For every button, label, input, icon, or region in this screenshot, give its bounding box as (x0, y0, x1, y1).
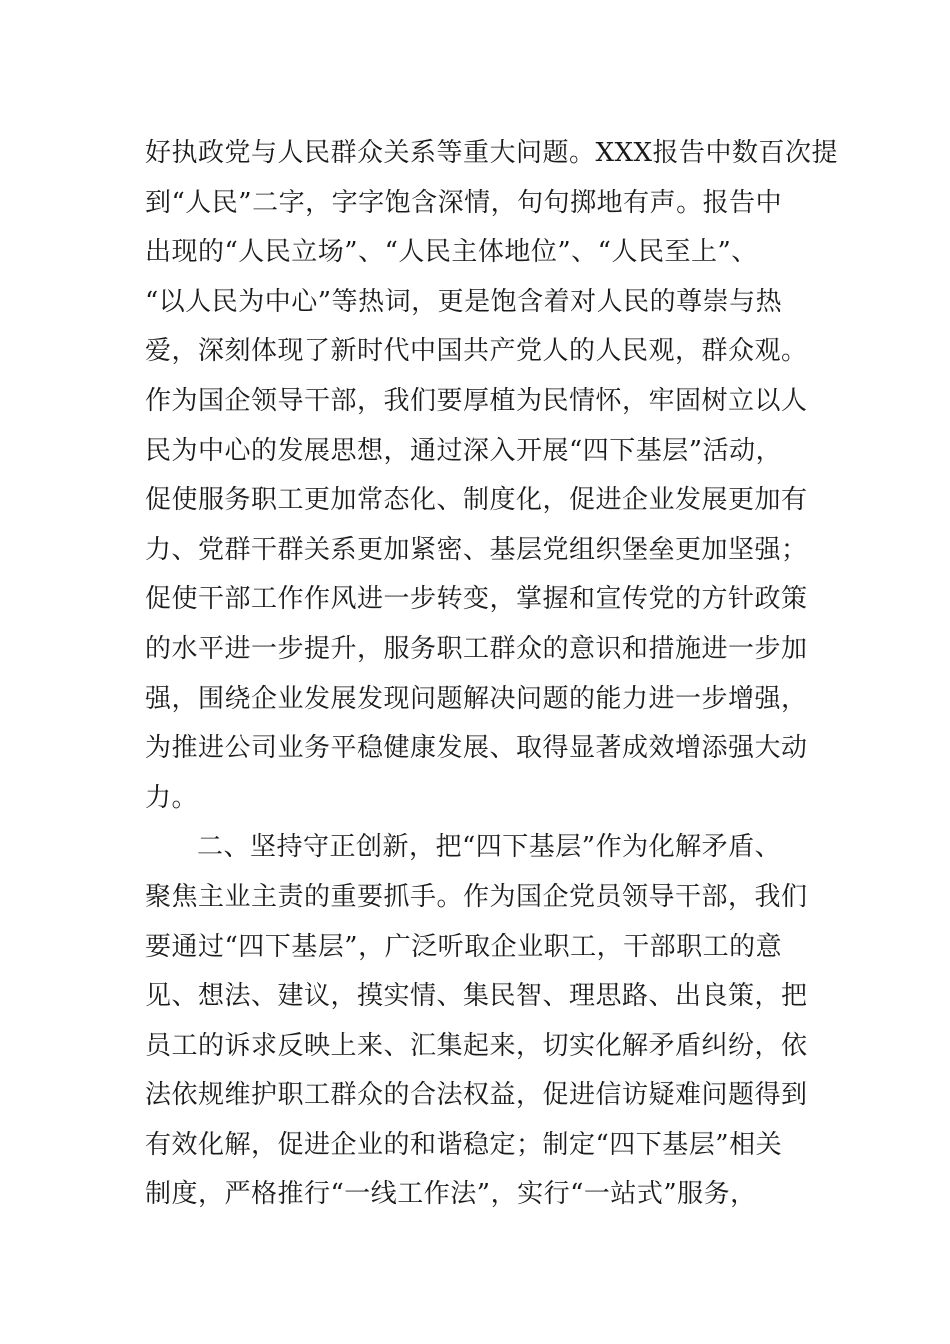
document-body (145, 129, 839, 1220)
text-line: 见、想法、建议，摸实情、集民智、理思路、出良策，把 (145, 981, 808, 1012)
text-line: 作为国企领导干部，我们要厚植为民情怀，牢固树立以人 (145, 385, 808, 416)
text-line: “以人民为中心”等热词，更是饱含着对人民的尊崇与热 (145, 286, 783, 317)
text-line: 促使服务职工更加常态化、制度化，促进企业发展更加有 (145, 485, 808, 516)
text-line: 力、党群干群关系更加紧密、基层党组织堡垒更加坚强； (145, 534, 808, 565)
text-line: 有效化解，促进企业的和谐稳定；制定“四下基层”相关 (145, 1129, 783, 1160)
text-line: 要通过“四下基层”，广泛听取企业职工，干部职工的意 (145, 931, 783, 962)
text-line: 爱，深刻体现了新时代中国共产党人的人民观，群众观。 (145, 336, 808, 367)
text-line: 力。 (145, 782, 199, 813)
text-line: 法依规维护职工群众的合法权益，促进信访疑难问题得到 (145, 1080, 808, 1111)
paragraph-1 (145, 129, 839, 823)
paragraph-2 (145, 823, 825, 1220)
text-line: 的水平进一步提升，服务职工群众的意识和措施进一步加 (145, 633, 808, 664)
text-line: 制度，严格推行“一线工作法”，实行“一站式”服务， (145, 1179, 757, 1210)
text-line: 聚焦主业主责的重要抓手。作为国企党员领导干部，我们 (145, 881, 808, 912)
paragraph-heading-line: 二、坚持守正创新，把“四下基层”作为化解矛盾、 (197, 832, 782, 863)
text-line: 到“人民”二字，字字饱含深情，句句掷地有声。报告中 (145, 187, 783, 218)
text-line: 好执政党与人民群众关系等重大问题。XXX报告中数百次提 (145, 138, 839, 168)
text-line: 强，围绕企业发展发现问题解决问题的能力进一步增强， (145, 683, 808, 714)
text-line: 为推进公司业务平稳健康发展、取得显著成效增添强大动 (145, 733, 808, 764)
text-line: 促使干部工作作风进一步转变，掌握和宣传党的方针政策 (145, 584, 808, 615)
text-line: 出现的“人民立场”、“人民主体地位”、“人民至上”、 (145, 237, 758, 268)
text-line: 员工的诉求反映上来、汇集起来，切实化解矛盾纠纷，依 (145, 1030, 808, 1061)
text-line: 民为中心的发展思想，通过深入开展“四下基层”活动， (145, 435, 783, 466)
